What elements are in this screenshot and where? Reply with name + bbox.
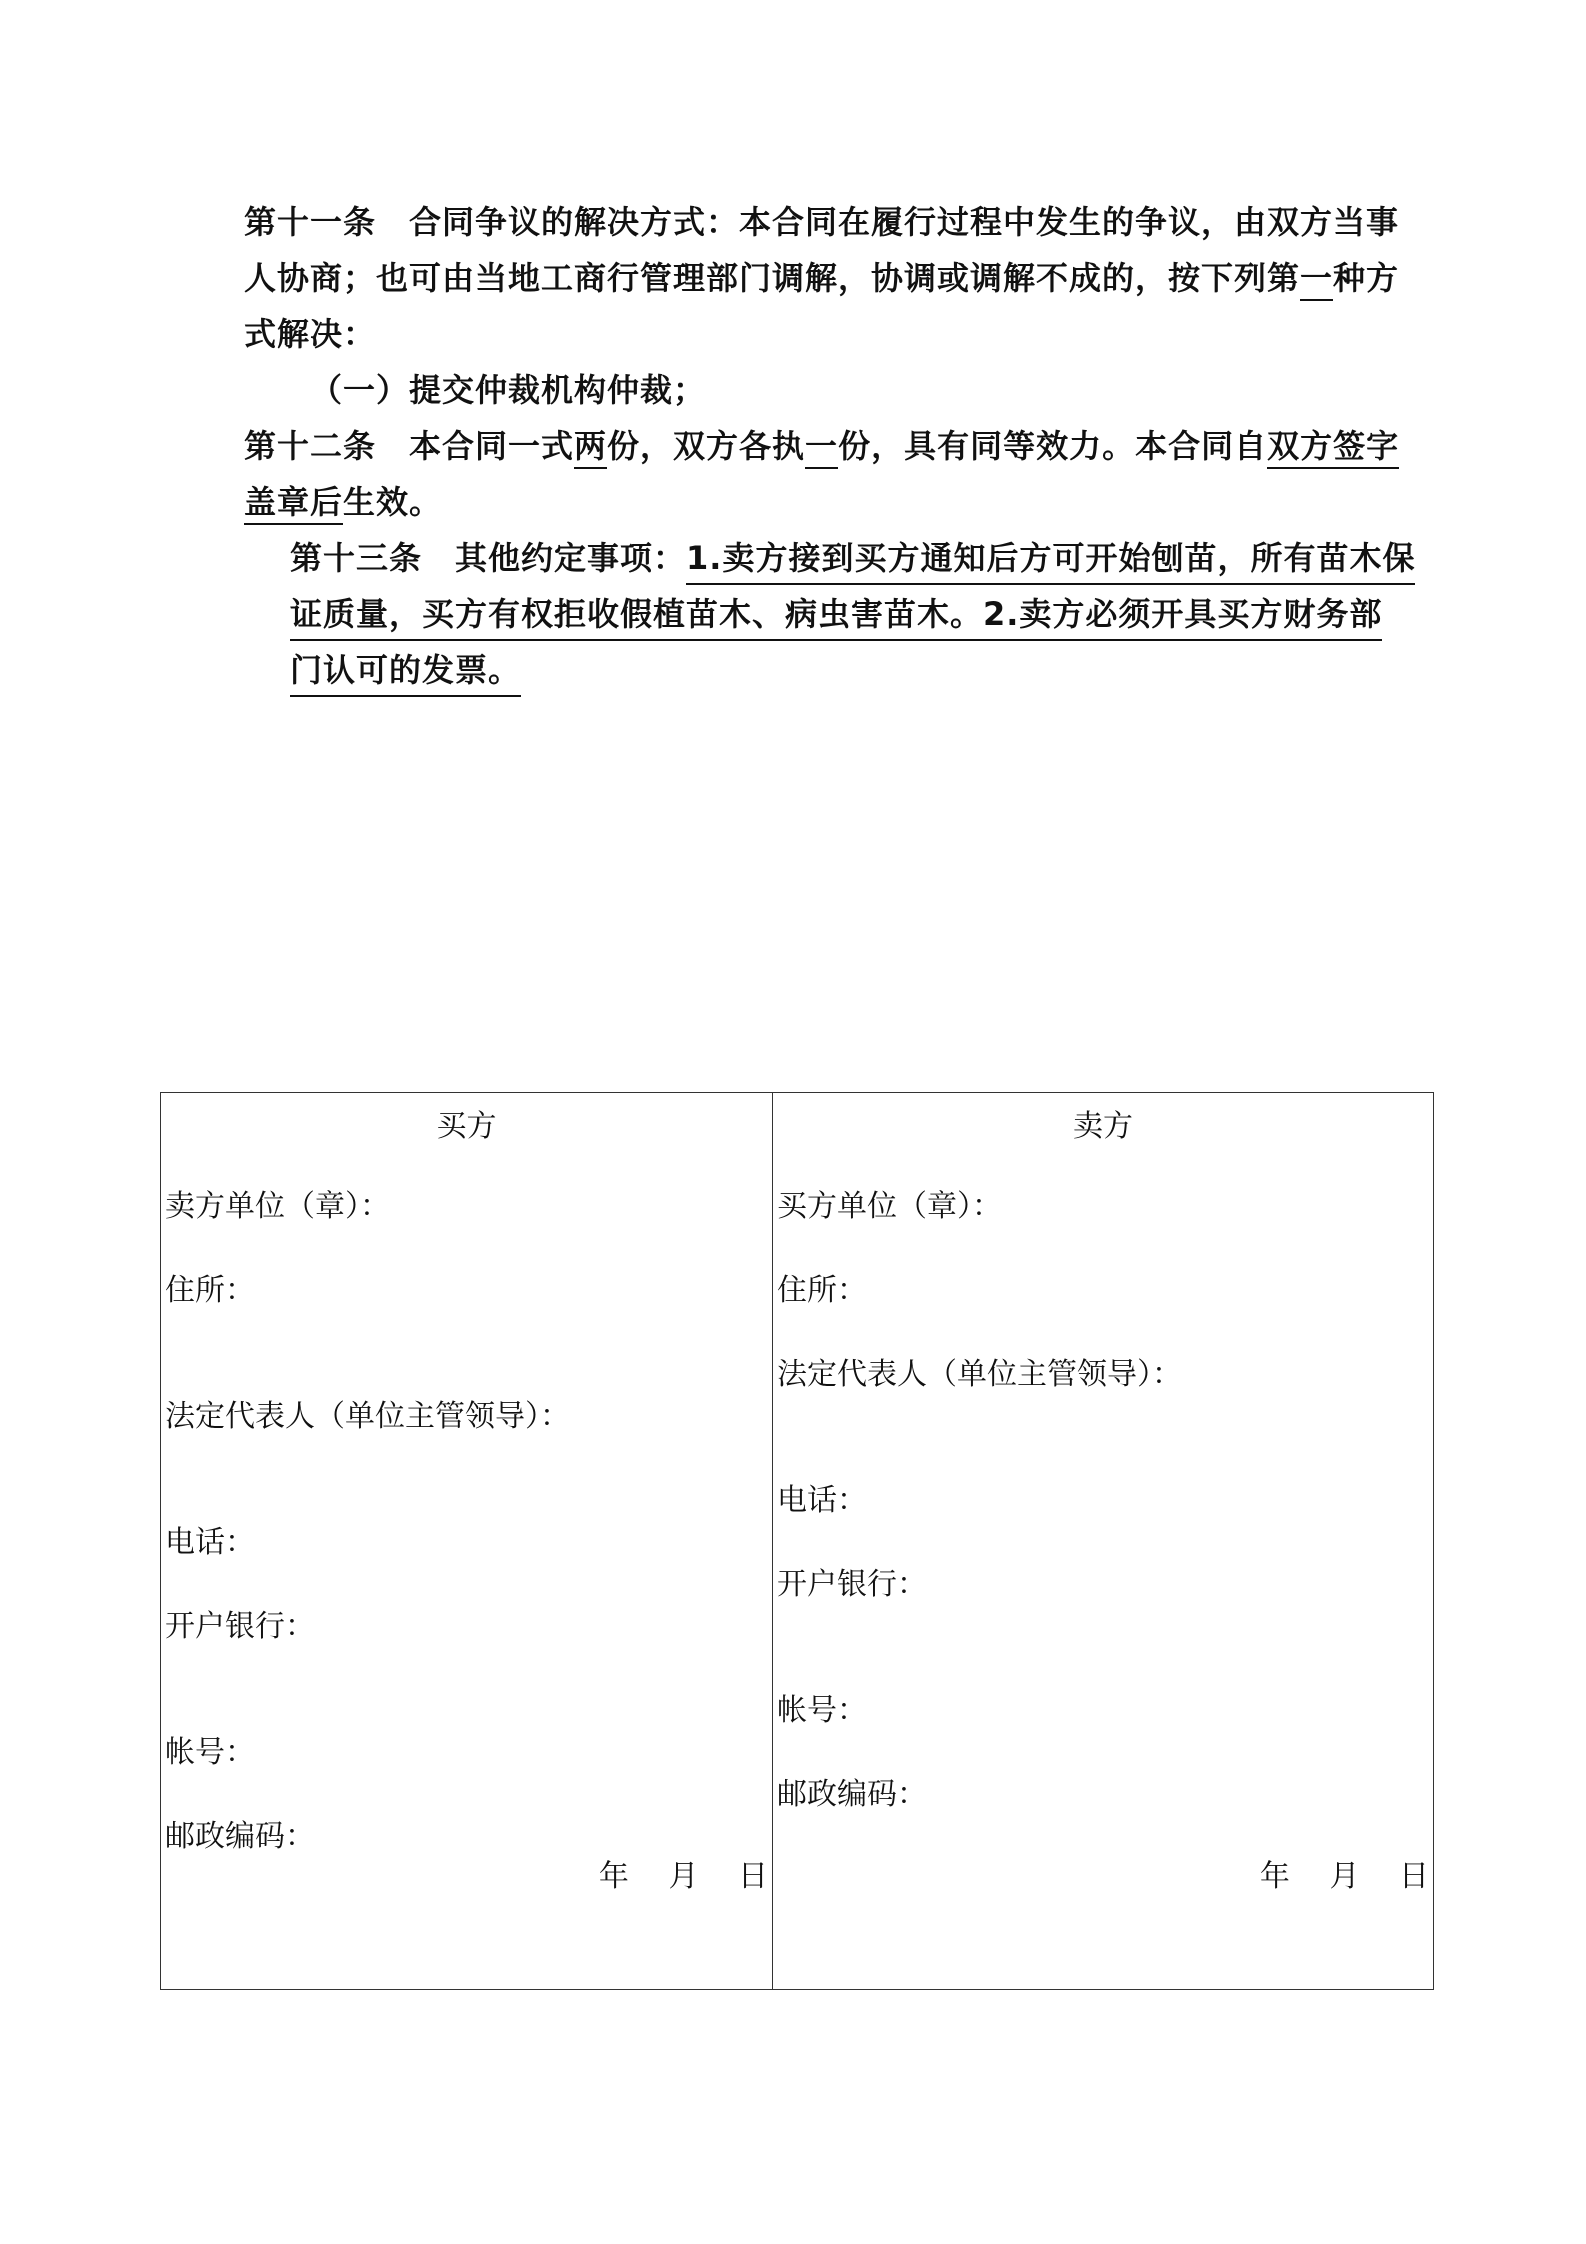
seller-phone-label: 电话： [777, 1483, 867, 1518]
article-12-text-b: 份，双方各执 [607, 427, 806, 465]
seller-date: 年 月 日 [1259, 1859, 1429, 1894]
article-11-line-3: 式解决： [244, 315, 377, 353]
buyer-date: 年 月 日 [598, 1859, 768, 1894]
buyer-phone-label: 电话： [165, 1525, 255, 1560]
article-11 [244, 194, 1400, 362]
article-13-terms-1: 1.卖方接到买方通知后方可开始刨苗，所有苗木保 [686, 533, 1415, 585]
seller-postcode-label: 邮政编码： [777, 1777, 927, 1812]
seller-column [773, 1093, 1433, 1989]
buyer-legal-rep-label: 法定代表人（单位主管领导）： [165, 1399, 570, 1434]
effect-condition-b: 盖章后 [244, 483, 343, 525]
seller-account-label: 帐号： [777, 1693, 867, 1728]
seller-unit-label: 买方单位（章）： [777, 1189, 1002, 1224]
buyer-address-label: 住所： [165, 1273, 255, 1308]
article-13-line-3 [290, 642, 1354, 698]
article-12-text-c: 份，具有同等效力。本合同自 [838, 427, 1268, 465]
article-13-line-1 [290, 530, 1416, 586]
article-13-heading: 第十三条 其他约定事项： [290, 539, 687, 577]
seller-heading: 卖方 [1073, 1109, 1133, 1144]
seller-legal-rep-label: 法定代表人（单位主管领导）： [777, 1357, 1182, 1392]
buyer-postcode-label: 邮政编码： [165, 1819, 315, 1854]
article-11-option-1: （一）提交仲裁机构仲裁； [310, 371, 707, 409]
buyer-bank-label: 开户银行： [165, 1609, 315, 1644]
buyer-unit-label: 卖方单位（章）： [165, 1189, 390, 1224]
article-12-line-2 [244, 474, 1354, 530]
article-11-line-2-end: 种方 [1333, 259, 1400, 297]
buyer-account-label: 帐号： [165, 1735, 255, 1770]
article-13-line-2 [290, 586, 1383, 642]
signature-table [160, 1092, 1434, 1990]
article-11-line-1: 第十一条 合同争议的解决方式：本合同在履行过程中发生的争议，由双方当事 [244, 203, 1400, 241]
article-11-line-2-text: 人协商；也可由当地工商行管理部门调解，协调或调解不成的，按下列第 [244, 259, 1301, 297]
copies-count: 两 [574, 427, 607, 469]
buyer-column [161, 1093, 773, 1989]
article-13 [290, 530, 1416, 698]
dispute-method-choice: 一 [1300, 259, 1333, 301]
article-11-line-2 [244, 250, 1400, 306]
copies-each: 一 [805, 427, 838, 469]
article-12-end: 生效。 [343, 483, 443, 521]
article-12-line-1 [244, 418, 1400, 474]
article-12-text-a: 第十二条 本合同一式 [244, 427, 575, 465]
effect-condition-a: 双方签字 [1267, 427, 1399, 469]
article-12 [244, 418, 1400, 530]
article-13-terms-3: 门认可的发票。 [290, 645, 521, 697]
seller-address-label: 住所： [777, 1273, 867, 1308]
seller-bank-label: 开户银行： [777, 1567, 927, 1602]
article-13-terms-2: 证质量，买方有权拒收假植苗木、病虫害苗木。2.卖方必须开具买方财务部 [290, 589, 1382, 641]
buyer-heading: 买方 [436, 1109, 497, 1144]
